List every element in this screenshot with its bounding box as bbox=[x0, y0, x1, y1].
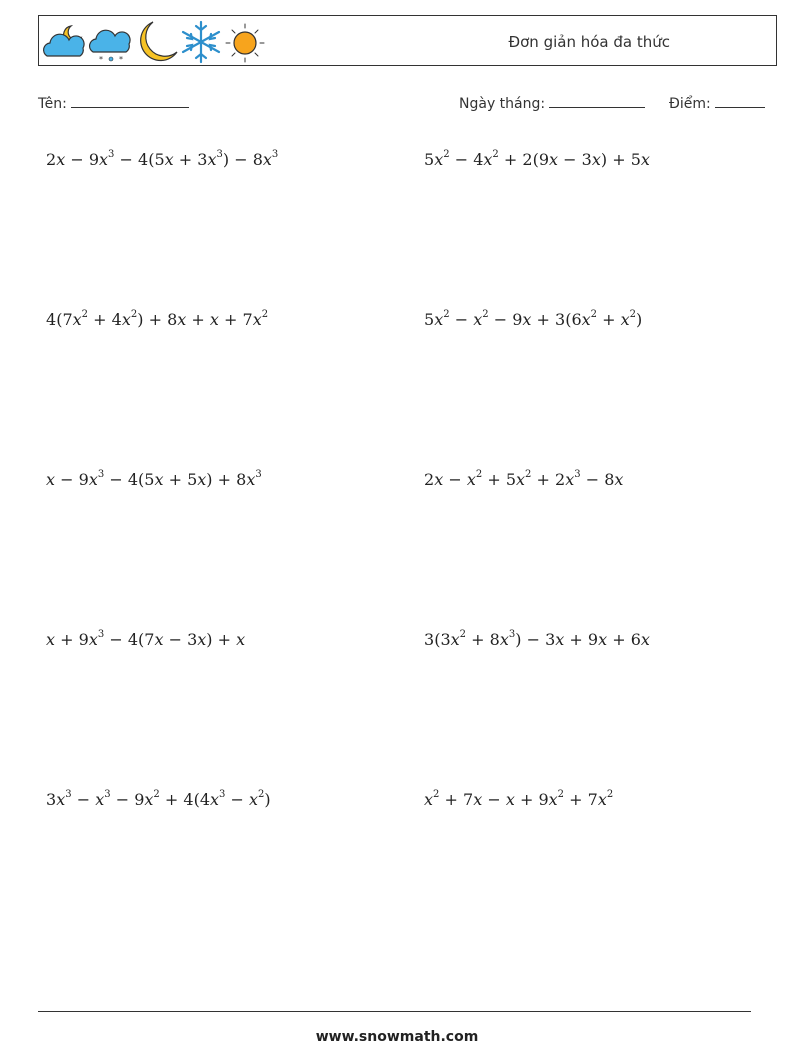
date-label: Ngày tháng: bbox=[459, 96, 546, 112]
date-field bbox=[459, 95, 645, 112]
snowflake-icon bbox=[183, 22, 219, 62]
problem-9: $3x^3 - x^3 - 9x^2 + 4(4x^3 - x^2)$ bbox=[46, 789, 271, 809]
svg-text:*: * bbox=[119, 55, 123, 64]
problem-5: $x - 9x^3 - 4(5x + 5x) + 8x^3$ bbox=[46, 469, 262, 489]
date-blank[interactable] bbox=[549, 95, 645, 108]
worksheet-title: Đơn giản hóa đa thức bbox=[508, 33, 670, 51]
score-field bbox=[669, 95, 765, 112]
problem-1: $2x - 9x^3 - 4(5x + 3x^3) - 8x^3$ bbox=[46, 149, 279, 169]
cloud-snow-rain-icon bbox=[90, 30, 130, 64]
score-label: Điểm: bbox=[669, 96, 711, 112]
sun-icon bbox=[226, 24, 264, 62]
name-field bbox=[38, 95, 189, 112]
problem-7: $x + 9x^3 - 4(7x - 3x) + x$ bbox=[46, 629, 246, 649]
problem-10: $x^2 + 7x - x + 9x^2 + 7x^2$ bbox=[424, 789, 614, 809]
crescent-moon-icon bbox=[141, 22, 177, 60]
svg-text:*: * bbox=[99, 55, 103, 64]
footer-divider bbox=[38, 1011, 751, 1012]
problem-2: $5x^2 - 4x^2 + 2(9x - 3x) + 5x$ bbox=[424, 149, 650, 169]
problem-8: $3(3x^2 + 8x^3) - 3x + 9x + 6x$ bbox=[424, 629, 650, 649]
score-blank[interactable] bbox=[715, 95, 765, 108]
footer-website: www.snowmath.com bbox=[315, 1029, 479, 1045]
name-blank[interactable] bbox=[71, 95, 189, 108]
problem-6: $2x - x^2 + 5x^2 + 2x^3 - 8x$ bbox=[424, 469, 624, 489]
problem-4: $5x^2 - x^2 - 9x + 3(6x^2 + x^2)$ bbox=[424, 309, 643, 329]
weather-icons bbox=[41, 18, 271, 64]
name-label: Tên: bbox=[38, 96, 67, 112]
cloud-moon-icon bbox=[44, 26, 84, 56]
problem-3: $4(7x^2 + 4x^2) + 8x + x + 7x^2$ bbox=[46, 309, 269, 329]
worksheet-header bbox=[38, 15, 777, 66]
